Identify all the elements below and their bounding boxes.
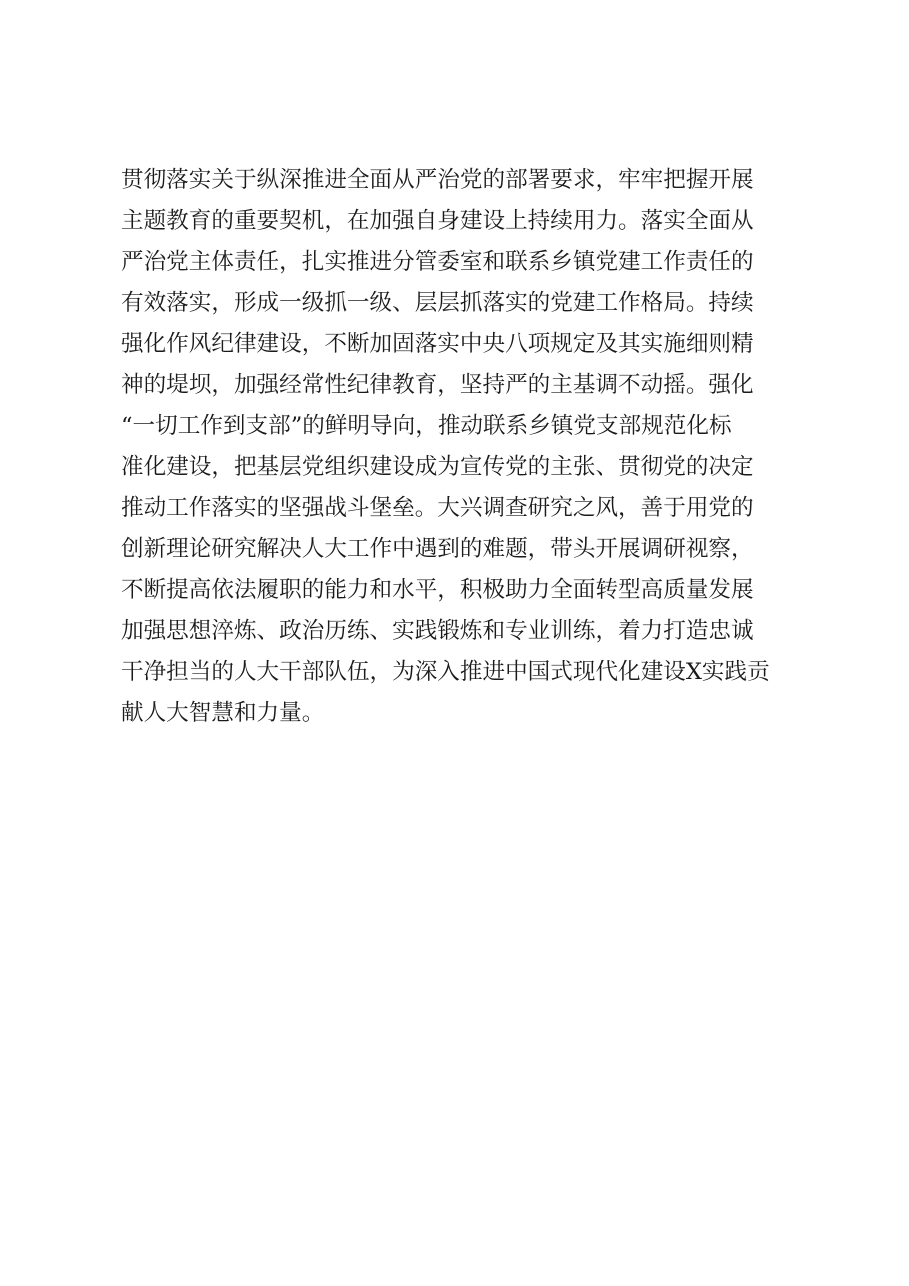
text-line: 有效落实，形成一级抓一级、层层抓落实的党建工作格局。持续 xyxy=(121,290,754,316)
text-line: 准化建设，把基层党组织建设成为宣传党的主张、贯彻党的决定 xyxy=(121,454,754,480)
text-line: 神的堤坝，加强经常性纪律教育，坚持严的主基调不动摇。强化 xyxy=(121,372,754,398)
text-line: 干净担当的人大干部队伍，为深入推进中国式现代化建设X实践贡 xyxy=(121,659,770,685)
text-line: 严治党主体责任，扎实推进分管委室和联系乡镇党建工作责任的 xyxy=(121,249,754,275)
text-line: 推动工作落实的坚强战斗堡垒。大兴调查研究之风，善于用党的 xyxy=(121,495,754,521)
text-line: 加强思想淬炼、政治历练、实践锻炼和专业训练，着力打造忠诚 xyxy=(121,618,754,644)
text-line: “一切工作到支部”的鲜明导向，推动联系乡镇党支部规范化标 xyxy=(121,413,732,439)
text-line: 献人大智慧和力量。 xyxy=(121,700,325,726)
text-line: 不断提高依法履职的能力和水平，积极助力全面转型高质量发展 xyxy=(121,577,754,603)
text-line: 主题教育的重要契机，在加强自身建设上持续用力。落实全面从 xyxy=(121,208,754,234)
text-line: 强化作风纪律建设，不断加固落实中央八项规定及其实施细则精 xyxy=(121,331,754,357)
body-paragraph xyxy=(121,160,821,734)
text-line: 贯彻落实关于纵深推进全面从严治党的部署要求，牢牢把握开展 xyxy=(121,167,754,193)
text-line: 创新理论研究解决人大工作中遇到的难题，带头开展调研视察， xyxy=(121,536,754,562)
